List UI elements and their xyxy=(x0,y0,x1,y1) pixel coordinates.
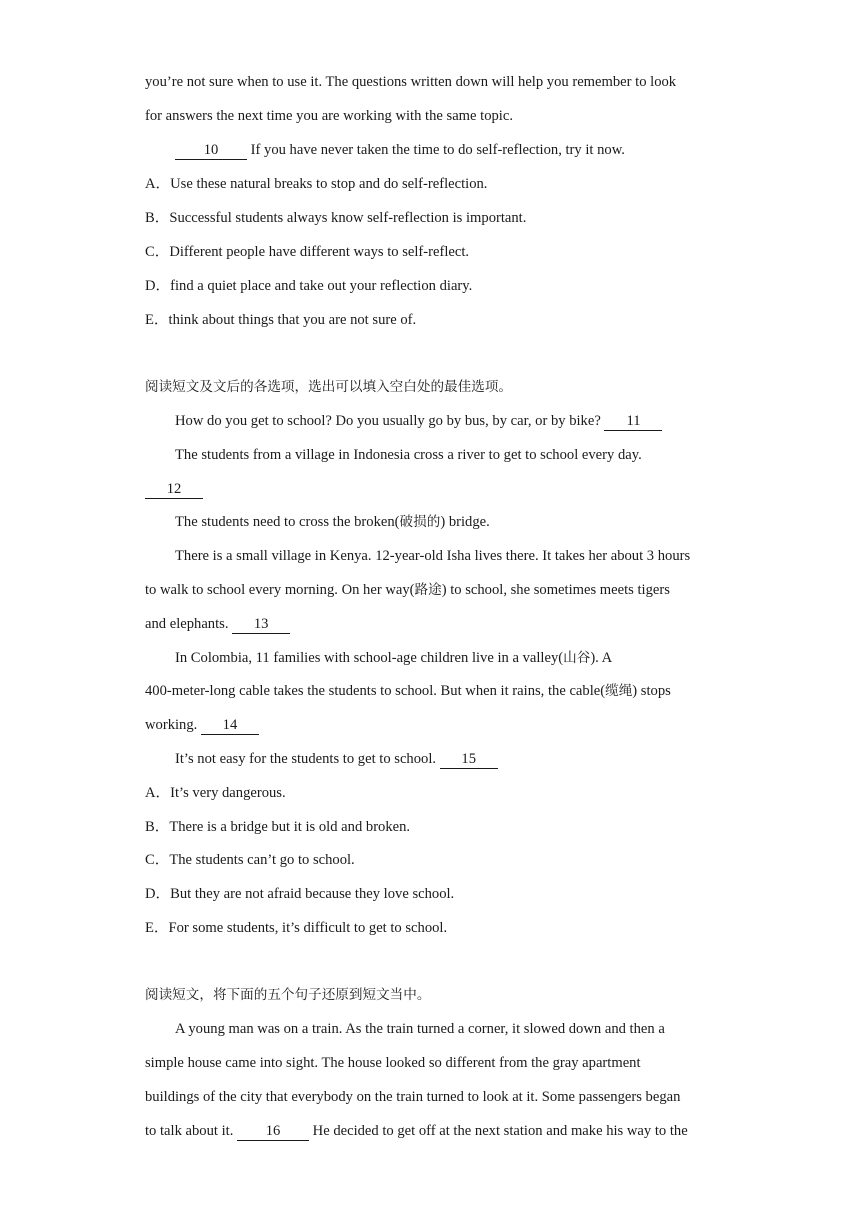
option-e: E．think about things that you are not sure of. xyxy=(145,312,417,328)
paragraph-line xyxy=(145,479,203,499)
paragraph-line xyxy=(145,681,671,701)
answer-blank-14[interactable]: 14 xyxy=(201,717,259,735)
question-10-line xyxy=(175,140,625,160)
paragraph-line: A young man was on a train. As the train turned a corner, it slowed down and then a xyxy=(175,1021,665,1037)
answer-blank-10[interactable]: 10 xyxy=(175,142,247,160)
option-e: E．For some students, it’s difficult to get to school. xyxy=(145,920,448,936)
paragraph-line xyxy=(175,411,662,431)
gloss-text: 破损的 xyxy=(399,514,441,530)
paragraph-line: you’re not sure when to use it. The questions written down will help you remember to look xyxy=(145,74,677,90)
paragraph-text: working. xyxy=(145,717,201,733)
paragraph-text: ). A xyxy=(590,650,613,666)
question-10-text: If you have never taken the time to do self-reflection, try it now. xyxy=(247,142,625,158)
paragraph-text: He decided to get off at the next station and make his way to the xyxy=(309,1123,688,1139)
answer-blank-16[interactable]: 16 xyxy=(237,1123,309,1141)
paragraph-text: ) stops xyxy=(632,683,671,699)
paragraph-line: simple house came into sight. The house looked so different from the gray apartment xyxy=(145,1055,641,1071)
paragraph-line: The students from a village in Indonesia cross a river to get to school every day. xyxy=(175,447,642,463)
paragraph-text: to talk about it. xyxy=(145,1123,238,1139)
paragraph-text: In Colombia, 11 families with school-age children live in a valley( xyxy=(175,650,564,666)
option-c: C．The students can’t go to school. xyxy=(145,852,355,868)
gloss-text: 山谷 xyxy=(563,650,591,666)
paragraph-text: ) bridge. xyxy=(440,514,490,530)
option-b: B．There is a bridge but it is old and broken. xyxy=(145,819,411,835)
paragraph-line xyxy=(175,749,498,769)
paragraph-text: ) to school, she sometimes meets tigers xyxy=(441,582,670,598)
option-c: C．Different people have different ways to self-reflect. xyxy=(145,244,470,260)
paragraph-line xyxy=(145,715,259,735)
paragraph-line xyxy=(175,512,490,532)
paragraph-text: It’s not easy for the students to get to school. xyxy=(175,751,440,767)
paragraph-line xyxy=(175,648,612,668)
gloss-text: 缆绳 xyxy=(605,683,633,699)
paragraph-line: for answers the next time you are working with the same topic. xyxy=(145,108,513,124)
answer-blank-15[interactable]: 15 xyxy=(440,751,498,769)
paragraph-line: There is a small village in Kenya. 12-year-old Isha lives there. It takes her about 3 hours xyxy=(175,548,691,564)
option-d: D．find a quiet place and take out your reflection diary. xyxy=(145,278,473,294)
option-a: A．It’s very dangerous. xyxy=(145,785,286,801)
answer-blank-12[interactable]: 12 xyxy=(145,481,203,499)
gloss-text: 路途 xyxy=(414,582,442,598)
option-b: B．Successful students always know self-reflection is important. xyxy=(145,210,527,226)
paragraph-line xyxy=(145,614,290,634)
paragraph-text: to walk to school every morning. On her way( xyxy=(145,582,415,598)
section-instruction: 阅读短文及文后的各选项，选出可以填入空白处的最佳选项。 xyxy=(145,379,513,395)
section-instruction: 阅读短文，将下面的五个句子还原到短文当中。 xyxy=(145,987,431,1003)
answer-blank-13[interactable]: 13 xyxy=(232,616,290,634)
paragraph-text: and elephants. xyxy=(145,616,233,632)
paragraph-line: buildings of the city that everybody on the train turned to look at it. Some passengers began xyxy=(145,1089,681,1105)
paragraph-text: The students need to cross the broken( xyxy=(175,514,400,530)
answer-blank-11[interactable]: 11 xyxy=(604,413,662,431)
option-d: D．But they are not afraid because they love school. xyxy=(145,886,455,902)
paragraph-line xyxy=(145,580,670,600)
paragraph-text: How do you get to school? Do you usually go by bus, by car, or by bike? xyxy=(175,413,605,429)
option-a: A．Use these natural breaks to stop and do self-reflection. xyxy=(145,176,488,192)
paragraph-line xyxy=(145,1121,688,1141)
paragraph-text: 400-meter-long cable takes the students to school. But when it rains, the cable( xyxy=(145,683,606,699)
